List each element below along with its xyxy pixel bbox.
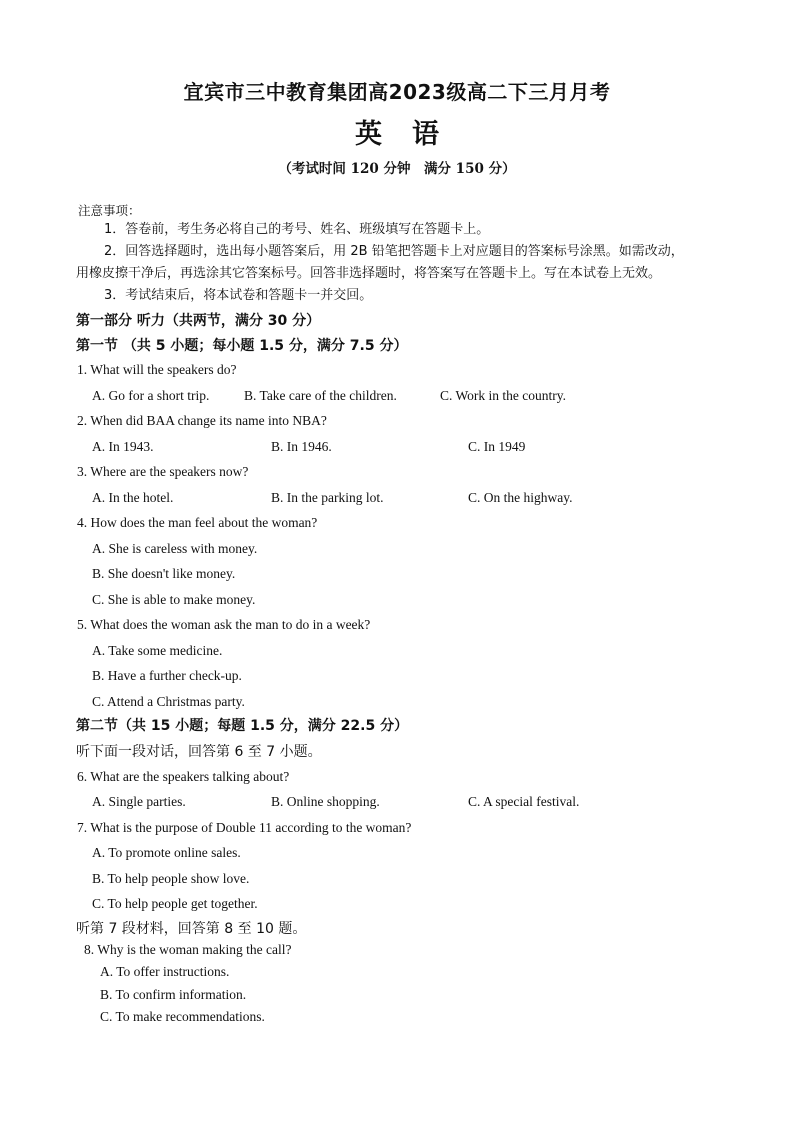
option-1c: C. Work in the country. [440,388,567,403]
option-4b: B. She doesn't like money. [92,566,236,581]
section2-title: 第二节（共 15 小题；每题 1.5 分，满分 22.5 分） [76,718,409,734]
question-4: 4. How does the man feel about the woman? [77,515,318,530]
question-6: 6. What are the speakers talking about? [77,769,290,784]
option-6b: B. Online shopping. [271,794,380,809]
note-text: 1．答卷前，考生务必将自己的考号、姓名、班级填写在答题卡上。 [104,222,490,237]
option-7b: B. To help people show love. [92,871,250,886]
option-8a: A. To offer instructions. [100,964,230,979]
note-text: 3．考试结束后，将本试卷和答题卡一并交回。 [104,288,373,303]
note-text: 用橡皮擦干净后，再选涂其它答案标号。回答非选择题时，将答案写在答题卡上。写在本试卷上无效。 [76,266,662,281]
note-item [76,263,726,285]
option-5b: B. Have a further check-up. [92,668,242,683]
note-item [78,241,728,263]
option-4a: A. She is careless with money. [92,541,258,556]
question-5: 5. What does the woman ask the man to do in a week? [77,617,371,632]
option-5c: C. Attend a Christmas party. [92,694,245,709]
instruction-6-7: 听下面一段对话，回答第 6 至 7 小题。 [76,744,322,760]
option-6a: A. Single parties. [92,794,186,809]
part1-title: 第一部分 听力（共两节，满分 30 分） [76,313,321,329]
option-8c: C. To make recommendations. [100,1009,265,1024]
option-3b: B. In the parking lot. [271,490,384,505]
note-item [78,219,728,241]
option-1b: B. Take care of the children. [244,388,397,403]
option-7c: C. To help people get together. [92,896,258,911]
question-3: 3. Where are the speakers now? [77,464,249,479]
option-2b: B. In 1946. [271,439,332,454]
question-1: 1. What will the speakers do? [77,362,237,377]
note-text: 2．回答选择题时，选出每小题答案后，用 2B 铅笔把答题卡上对应题目的答案标号涂黑。如需改动， [104,244,684,259]
exam-title: 宜宾市三中教育集团高2023级高二下三月月考 [183,80,611,104]
option-6c: C. A special festival. [468,794,580,809]
exam-time-info: （考试时间 120 分钟 满分 150 分） [278,161,516,177]
instruction-8-10: 听第 7 段材料，回答第 8 至 10 题。 [76,921,307,937]
option-1a: A. Go for a short trip. [92,388,210,403]
section1-title: 第一节 （共 5 小题；每小题 1.5 分，满分 7.5 分） [76,338,408,354]
subject-title: 英语 [355,119,469,150]
option-2a: A. In 1943. [92,439,154,454]
option-3c: C. On the highway. [468,490,573,505]
question-8: 8. Why is the woman making the call? [84,942,292,957]
notes-title: 注意事项： [78,203,141,218]
option-2c: C. In 1949 [468,439,526,454]
option-7a: A. To promote online sales. [92,845,241,860]
question-2: 2. When did BAA change its name into NBA? [77,413,327,428]
note-item [78,285,728,307]
question-7: 7. What is the purpose of Double 11 according to the woman? [77,820,412,835]
option-4c: C. She is able to make money. [92,592,256,607]
option-5a: A. Take some medicine. [92,643,223,658]
option-3a: A. In the hotel. [92,490,174,505]
option-8b: B. To confirm information. [100,987,247,1002]
